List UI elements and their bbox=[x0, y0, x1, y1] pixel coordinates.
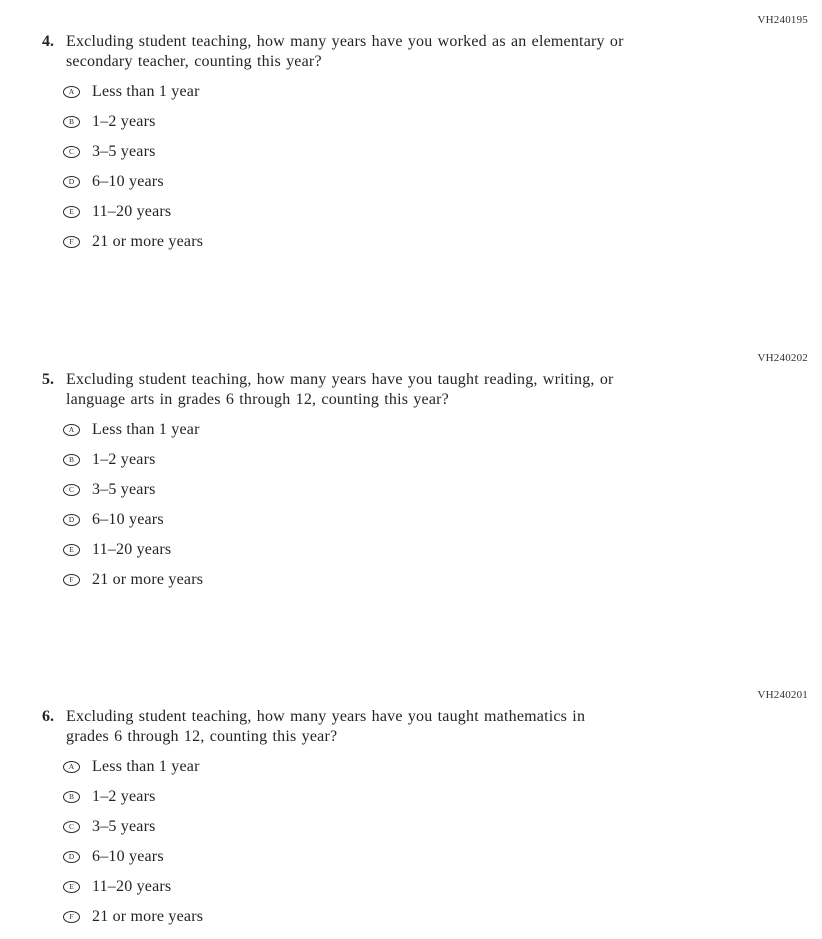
question-block-6 bbox=[0, 689, 822, 939]
answer-options bbox=[63, 752, 203, 932]
option-letter: E bbox=[69, 882, 74, 892]
option-label: 11–20 years bbox=[92, 541, 172, 558]
answer-option-b[interactable] bbox=[63, 782, 203, 812]
option-letter: C bbox=[68, 147, 74, 157]
question-number: 4. bbox=[42, 33, 54, 50]
answer-option-a[interactable] bbox=[63, 415, 203, 445]
option-letter: A bbox=[68, 87, 75, 97]
radio-bubble-icon[interactable] bbox=[63, 514, 80, 526]
question-block-5 bbox=[0, 352, 822, 622]
radio-bubble-icon[interactable] bbox=[63, 911, 80, 923]
option-letter: B bbox=[68, 792, 74, 802]
option-letter: A bbox=[68, 425, 75, 435]
option-letter: A bbox=[68, 762, 75, 772]
answer-option-a[interactable] bbox=[63, 77, 203, 107]
option-letter: C bbox=[68, 822, 74, 832]
option-letter: F bbox=[69, 575, 74, 585]
answer-option-e[interactable] bbox=[63, 535, 203, 565]
option-label: Less than 1 year bbox=[92, 83, 200, 100]
option-letter: F bbox=[69, 912, 74, 922]
option-label: 6–10 years bbox=[92, 848, 164, 865]
option-letter: E bbox=[69, 545, 74, 555]
radio-bubble-icon[interactable] bbox=[63, 761, 80, 773]
radio-bubble-icon[interactable] bbox=[63, 574, 80, 586]
answer-option-f[interactable] bbox=[63, 227, 203, 257]
option-label: 6–10 years bbox=[92, 511, 164, 528]
radio-bubble-icon[interactable] bbox=[63, 851, 80, 863]
question-number: 6. bbox=[42, 708, 54, 725]
option-letter: C bbox=[68, 485, 74, 495]
answer-options bbox=[63, 415, 203, 595]
option-label: 21 or more years bbox=[92, 908, 204, 925]
option-label: 3–5 years bbox=[92, 818, 156, 835]
answer-option-d[interactable] bbox=[63, 167, 203, 197]
question-block-4 bbox=[0, 14, 822, 284]
option-label: 3–5 years bbox=[92, 481, 156, 498]
radio-bubble-icon[interactable] bbox=[63, 881, 80, 893]
question-text-line1: Excluding student teaching, how many years have you taught reading, writing, or bbox=[66, 371, 614, 388]
radio-bubble-icon[interactable] bbox=[63, 791, 80, 803]
option-label: Less than 1 year bbox=[92, 758, 200, 775]
answer-option-e[interactable] bbox=[63, 197, 203, 227]
answer-options bbox=[63, 77, 203, 257]
answer-option-c[interactable] bbox=[63, 137, 203, 167]
option-letter: B bbox=[68, 117, 74, 127]
question-stem bbox=[42, 32, 624, 72]
question-text-line1: Excluding student teaching, how many years have you worked as an elementary or bbox=[66, 33, 624, 50]
radio-bubble-icon[interactable] bbox=[63, 176, 80, 188]
option-label: 6–10 years bbox=[92, 173, 164, 190]
question-text bbox=[66, 32, 624, 72]
radio-bubble-icon[interactable] bbox=[63, 86, 80, 98]
option-label: 21 or more years bbox=[92, 571, 204, 588]
radio-bubble-icon[interactable] bbox=[63, 484, 80, 496]
answer-option-a[interactable] bbox=[63, 752, 203, 782]
answer-option-d[interactable] bbox=[63, 842, 203, 872]
question-text bbox=[66, 370, 614, 410]
question-code: VH240202 bbox=[757, 352, 808, 364]
question-code: VH240201 bbox=[757, 689, 808, 701]
answer-option-b[interactable] bbox=[63, 107, 203, 137]
question-text-line2: secondary teacher, counting this year? bbox=[66, 53, 322, 70]
question-stem bbox=[42, 707, 585, 747]
option-label: 1–2 years bbox=[92, 788, 156, 805]
question-text-line1: Excluding student teaching, how many years have you taught mathematics in bbox=[66, 708, 586, 725]
answer-option-c[interactable] bbox=[63, 475, 203, 505]
question-text-line2: language arts in grades 6 through 12, counting this year? bbox=[66, 391, 449, 408]
radio-bubble-icon[interactable] bbox=[63, 424, 80, 436]
radio-bubble-icon[interactable] bbox=[63, 146, 80, 158]
radio-bubble-icon[interactable] bbox=[63, 454, 80, 466]
answer-option-b[interactable] bbox=[63, 445, 203, 475]
answer-option-d[interactable] bbox=[63, 505, 203, 535]
answer-option-e[interactable] bbox=[63, 872, 203, 902]
radio-bubble-icon[interactable] bbox=[63, 116, 80, 128]
question-text bbox=[66, 707, 585, 747]
question-stem bbox=[42, 370, 614, 410]
option-label: 11–20 years bbox=[92, 203, 172, 220]
option-letter: D bbox=[68, 177, 75, 187]
question-text-line2: grades 6 through 12, counting this year? bbox=[66, 728, 338, 745]
option-label: 3–5 years bbox=[92, 143, 156, 160]
radio-bubble-icon[interactable] bbox=[63, 206, 80, 218]
option-letter: F bbox=[69, 237, 74, 247]
option-label: 1–2 years bbox=[92, 113, 156, 130]
option-letter: D bbox=[68, 852, 75, 862]
radio-bubble-icon[interactable] bbox=[63, 544, 80, 556]
option-letter: E bbox=[69, 207, 74, 217]
option-letter: D bbox=[68, 515, 75, 525]
option-letter: B bbox=[68, 455, 74, 465]
answer-option-f[interactable] bbox=[63, 902, 203, 932]
answer-option-f[interactable] bbox=[63, 565, 203, 595]
question-code: VH240195 bbox=[757, 14, 808, 26]
radio-bubble-icon[interactable] bbox=[63, 236, 80, 248]
radio-bubble-icon[interactable] bbox=[63, 821, 80, 833]
option-label: 11–20 years bbox=[92, 878, 172, 895]
option-label: Less than 1 year bbox=[92, 421, 200, 438]
answer-option-c[interactable] bbox=[63, 812, 203, 842]
question-number: 5. bbox=[42, 371, 54, 388]
option-label: 21 or more years bbox=[92, 233, 204, 250]
option-label: 1–2 years bbox=[92, 451, 156, 468]
